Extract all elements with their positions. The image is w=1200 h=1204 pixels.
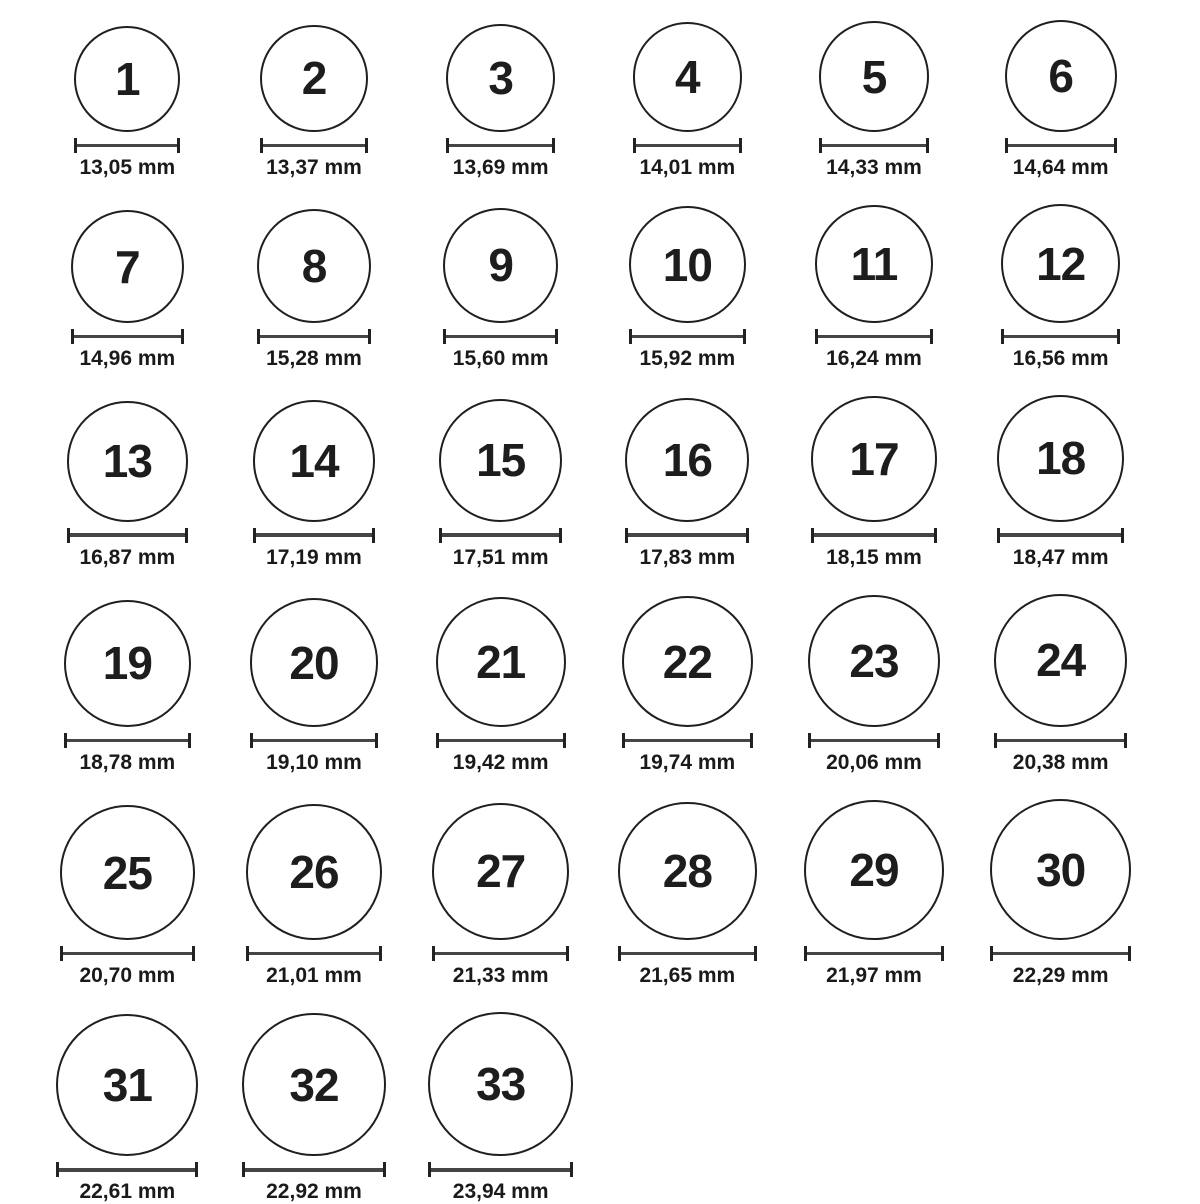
ring-size-number: 10 [662,238,712,291]
dimension-bar [435,952,566,956]
ring-circle [994,594,1128,728]
dimension-tick-right-icon [375,733,378,748]
dimension-tick-right-icon [1124,733,1127,748]
dimension-bar [446,335,556,339]
ring-size-item [221,400,408,570]
diameter-dimension-line [246,946,382,961]
ring-size-number: 16 [662,433,712,486]
ring-circle [253,400,375,522]
ring-circle [1005,20,1117,132]
dimension-tick-right-icon [185,528,188,543]
ring-circle [811,396,936,521]
dimension-tick-right-icon [365,138,368,153]
diameter-dimension-line [819,138,930,153]
ring-circle [625,398,749,522]
diameter-label: 13,37 mm [266,156,362,179]
diameter-label: 18,15 mm [826,545,922,569]
diameter-dimension-line [432,946,569,961]
diameter-label: 16,24 mm [826,347,922,371]
ring-size-number: 8 [301,239,327,292]
diameter-label: 16,87 mm [79,545,176,569]
diameter-label: 21,33 mm [452,963,549,987]
ring-circle [432,803,569,940]
ring-size-item [407,597,594,775]
dimension-bar [245,1168,382,1172]
ring-size-item [34,600,221,776]
diameter-dimension-line [618,946,756,961]
ring-size-number: 6 [1048,50,1073,102]
diameter-dimension-line [815,329,933,344]
diameter-label: 20,06 mm [826,751,922,775]
ring-size-number: 31 [102,1059,152,1112]
ring-size-number: 3 [488,51,513,104]
ring-size-item [594,596,781,775]
dimension-bar [70,533,184,537]
ring-size-number: 1 [115,53,140,105]
ring-circle [633,22,743,132]
dimension-tick-right-icon [930,329,933,344]
diameter-label: 13,69 mm [452,156,549,179]
ring-size-number: 20 [289,636,339,689]
ring-circle [64,600,192,728]
ring-size-item [34,26,221,180]
dimension-bar [249,952,379,956]
ring-size-item [221,209,408,371]
dimension-tick-right-icon [754,946,757,961]
diameter-dimension-line [443,329,559,344]
ring-circle [815,205,933,323]
diameter-dimension-line [808,733,940,748]
diameter-label: 20,38 mm [1012,751,1109,775]
ring-size-item [34,1014,221,1204]
diameter-dimension-line [997,528,1123,543]
ring-size-number: 26 [289,845,339,898]
dimension-tick-right-icon [941,946,944,961]
dimension-tick-right-icon [746,528,749,543]
ring-size-item [967,204,1154,371]
dimension-tick-right-icon [743,329,746,344]
dimension-bar [1000,533,1120,537]
diameter-label: 19,42 mm [452,751,549,775]
dimension-bar [621,952,753,956]
diameter-dimension-line [436,733,566,748]
ring-circle [260,25,367,132]
ring-size-item [407,208,594,372]
diameter-dimension-line [1005,138,1117,153]
diameter-dimension-line [990,946,1131,961]
diameter-dimension-line [439,528,562,543]
dimension-bar [807,952,941,956]
ring-size-number: 17 [849,432,899,485]
dimension-bar [632,335,743,339]
ring-circle [622,596,753,727]
diameter-dimension-line [74,138,180,153]
diameter-label: 17,19 mm [266,545,362,569]
dimension-tick-right-icon [563,733,566,748]
dimension-bar [814,533,933,537]
dimension-bar [1008,144,1114,148]
ring-size-item [967,594,1154,776]
dimension-bar [811,739,937,743]
dimension-tick-right-icon [383,1162,386,1177]
dimension-bar [822,144,927,148]
ring-circle [997,395,1123,521]
ring-size-number: 19 [102,637,152,690]
dimension-tick-right-icon [566,946,569,961]
dimension-tick-right-icon [570,1162,573,1177]
dimension-bar [636,144,740,148]
ring-size-item [967,20,1154,180]
ring-circle [804,800,944,940]
diameter-label: 14,64 mm [1012,156,1109,179]
ring-size-item [407,24,594,180]
diameter-label: 14,33 mm [826,156,922,179]
dimension-tick-right-icon [192,946,195,961]
dimension-bar [628,533,746,537]
dimension-bar [818,335,930,339]
dimension-tick-right-icon [1114,138,1117,153]
ring-size-item [34,401,221,569]
dimension-tick-right-icon [739,138,742,153]
diameter-dimension-line [1001,329,1120,344]
diameter-dimension-line [428,1162,572,1177]
diameter-label: 15,92 mm [639,347,736,371]
diameter-label: 17,83 mm [639,545,736,569]
diameter-dimension-line [257,329,371,344]
dimension-tick-right-icon [372,528,375,543]
dimension-tick-right-icon [181,329,184,344]
dimension-bar [439,739,563,743]
ring-size-item [221,804,408,988]
ring-size-item [407,803,594,988]
ring-circle [439,399,562,522]
ring-size-item [594,206,781,371]
ring-size-number: 15 [476,434,526,487]
diameter-dimension-line [629,329,746,344]
dimension-bar [67,739,189,743]
dimension-tick-right-icon [1128,946,1131,961]
ring-size-number: 2 [301,52,327,105]
dimension-tick-right-icon [195,1162,198,1177]
ring-size-number: 30 [1036,843,1086,896]
dimension-tick-right-icon [555,329,558,344]
dimension-bar [431,1168,569,1172]
ring-size-number: 14 [289,434,339,487]
ring-size-item [967,395,1154,569]
diameter-label: 17,51 mm [452,545,549,569]
dimension-bar [63,952,192,956]
ring-circle [446,24,554,132]
ring-size-number: 7 [115,240,140,293]
ring-size-number: 4 [675,51,700,104]
diameter-dimension-line [804,946,944,961]
diameter-label: 18,47 mm [1012,545,1109,569]
diameter-dimension-line [253,528,375,543]
ring-size-number: 23 [849,634,899,687]
diameter-label: 14,01 mm [639,156,736,179]
ring-circle [436,597,566,727]
diameter-label: 21,65 mm [639,963,736,987]
ring-size-number: 22 [662,635,712,688]
ring-size-item [221,598,408,775]
ring-circle [629,206,746,323]
ring-size-grid [34,20,1154,1204]
diameter-dimension-line [625,528,749,543]
diameter-dimension-line [250,733,379,748]
diameter-label: 15,60 mm [452,347,549,371]
ring-size-number: 27 [476,845,526,898]
ring-size-item [34,210,221,371]
diameter-label: 19,74 mm [639,751,736,775]
dimension-tick-right-icon [934,528,937,543]
diameter-dimension-line [260,138,367,153]
dimension-bar [997,739,1125,743]
dimension-tick-right-icon [379,946,382,961]
dimension-bar [1004,335,1117,339]
dimension-bar [993,952,1128,956]
diameter-label: 14,96 mm [79,347,176,371]
diameter-label: 16,56 mm [1012,347,1109,371]
ring-size-item [407,1012,594,1204]
diameter-label: 23,94 mm [452,1180,549,1204]
diameter-dimension-line [67,528,187,543]
dimension-tick-right-icon [177,138,180,153]
diameter-dimension-line [71,329,184,344]
ring-size-number: 32 [289,1058,339,1111]
dimension-tick-right-icon [937,733,940,748]
ring-size-number: 11 [850,238,898,291]
dimension-bar [263,144,364,148]
dimension-bar [59,1168,195,1172]
ring-size-item [594,22,781,180]
diameter-dimension-line [446,138,554,153]
diameter-dimension-line [994,733,1128,748]
ring-size-item [967,799,1154,988]
ring-size-item [407,399,594,570]
ring-circle [1001,204,1120,323]
ring-size-item [781,21,968,180]
ring-circle [443,208,559,324]
ring-circle [257,209,371,323]
ring-circle [60,805,195,940]
diameter-label: 20,70 mm [79,963,176,987]
diameter-dimension-line [56,1162,198,1177]
ring-size-item [781,205,968,371]
ring-size-item [594,802,781,988]
ring-size-number: 18 [1036,432,1086,485]
diameter-label: 22,92 mm [266,1180,362,1204]
ring-size-item [594,398,781,570]
dimension-tick-right-icon [1121,528,1124,543]
ring-circle [56,1014,198,1156]
dimension-tick-right-icon [1117,329,1120,344]
ring-circle [819,21,930,132]
ring-size-item [34,805,221,988]
ring-circle [67,401,187,521]
ring-circle [246,804,382,940]
dimension-tick-right-icon [368,329,371,344]
ring-size-item [221,25,408,180]
dimension-tick-right-icon [559,528,562,543]
ring-size-number: 21 [476,636,526,689]
diameter-label: 21,01 mm [266,963,362,987]
ring-size-number: 13 [102,435,152,488]
ring-size-number: 5 [861,50,887,103]
dimension-tick-right-icon [926,138,929,153]
ring-size-number: 25 [102,846,152,899]
dimension-tick-right-icon [188,733,191,748]
diameter-label: 15,28 mm [266,347,362,371]
ring-circle [808,595,940,727]
dimension-bar [442,533,559,537]
dimension-bar [256,533,372,537]
ring-circle [74,26,180,132]
ring-circle [618,802,756,940]
dimension-bar [260,335,368,339]
diameter-dimension-line [633,138,743,153]
diameter-dimension-line [64,733,192,748]
diameter-dimension-line [622,733,753,748]
ring-size-item [781,595,968,775]
ring-circle [242,1013,385,1156]
dimension-bar [449,144,551,148]
ring-size-number: 28 [662,844,712,897]
diameter-label: 19,10 mm [266,751,362,775]
ring-size-item [781,800,968,988]
ring-size-number: 29 [849,844,899,897]
dimension-bar [74,335,181,339]
ring-size-number: 24 [1036,634,1086,687]
dimension-bar [253,739,376,743]
ring-circle [428,1012,572,1156]
dimension-tick-right-icon [552,138,555,153]
ring-circle [990,799,1131,940]
ring-size-item [221,1013,408,1204]
ring-circle [250,598,379,727]
ring-size-number: 12 [1036,237,1086,290]
ring-size-number: 33 [476,1058,526,1111]
ring-circle [71,210,184,323]
diameter-label: 22,61 mm [79,1180,176,1204]
diameter-label: 21,97 mm [826,963,922,987]
diameter-label: 18,78 mm [79,751,176,775]
diameter-dimension-line [242,1162,385,1177]
ring-size-number: 9 [488,239,513,292]
dimension-bar [625,739,750,743]
dimension-tick-right-icon [750,733,753,748]
diameter-label: 13,05 mm [79,156,176,179]
diameter-dimension-line [60,946,195,961]
diameter-dimension-line [811,528,936,543]
diameter-label: 22,29 mm [1012,963,1109,987]
ring-size-item [781,396,968,569]
dimension-bar [77,144,177,148]
